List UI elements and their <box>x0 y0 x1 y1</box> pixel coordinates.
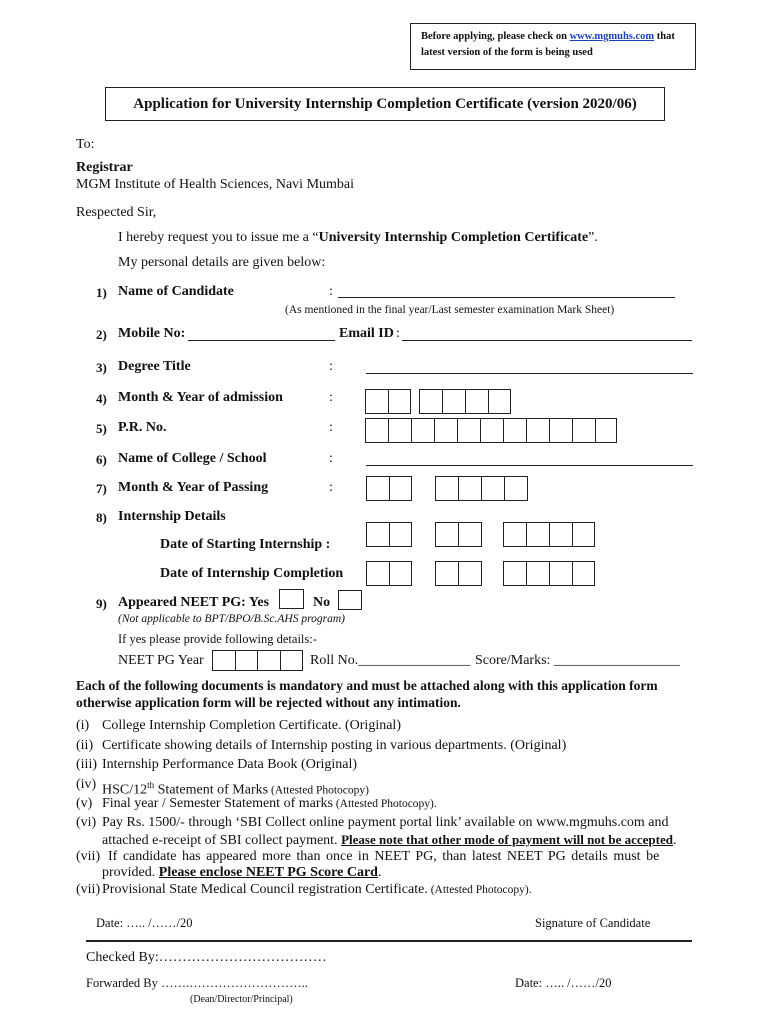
item-number: 6) <box>96 452 107 467</box>
website-link[interactable]: www.mgmuhs.com <box>569 31 655 42</box>
doc-number: (iv) <box>76 777 97 792</box>
colon: : <box>329 284 333 299</box>
name-field[interactable] <box>338 280 675 298</box>
score-field[interactable]: Score/Marks: __________________ <box>475 653 680 668</box>
date-forwarded: Date: ….. /……/20 <box>515 976 612 990</box>
score-card-note: Please enclose NEET PG Score Card <box>158 865 378 880</box>
checked-by: Checked By:……………………………… <box>86 950 327 965</box>
colon: : <box>329 480 333 495</box>
doc-text: provided. <box>102 865 159 880</box>
item-number: 1) <box>96 285 107 300</box>
notice-text: Before applying, please check on <box>421 31 567 42</box>
colon: : <box>329 359 333 374</box>
footer-divider <box>86 940 692 942</box>
passing-label: Month & Year of Passing <box>118 480 269 495</box>
designation: (Dean/Director/Principal) <box>190 994 293 1005</box>
name-note: (As mentioned in the final year/Last semester examination Mark Sheet) <box>285 304 615 316</box>
start-day-boxes[interactable] <box>366 522 412 547</box>
colon: : <box>329 451 333 466</box>
forwarded-by: Forwarded By …….……………………….. <box>86 976 308 990</box>
colon: : <box>329 390 333 405</box>
college-label: Name of College / School <box>118 451 267 466</box>
end-month-boxes[interactable] <box>435 561 482 586</box>
signature-label: Signature of Candidate <box>535 916 651 930</box>
doc-number: (i) <box>76 718 90 733</box>
neet-if-yes: If yes please provide following details:- <box>118 632 317 646</box>
notice-suffix: that <box>656 31 675 42</box>
version-notice <box>410 23 696 70</box>
item-number: 5) <box>96 421 107 436</box>
admission-year-boxes[interactable] <box>419 389 511 414</box>
doc-note: (Attested Photocopy). <box>332 798 437 810</box>
email-field[interactable] <box>402 325 692 341</box>
doc-item: Certificate showing details of Internship posting in various departments. (Original) <box>102 738 567 753</box>
doc-number: (iii) <box>76 757 97 772</box>
college-field[interactable] <box>366 450 693 466</box>
doc-number: (vi) <box>76 815 97 830</box>
request-text <box>118 229 598 247</box>
item-number: 8) <box>96 510 107 525</box>
doc-item <box>102 881 532 899</box>
degree-label: Degree Title <box>118 359 191 374</box>
doc-item: Internship Performance Data Book (Original) <box>102 757 358 772</box>
doc-note: (Attested Photocopy). <box>427 884 532 896</box>
neet-year-label: NEET PG Year <box>118 653 204 668</box>
name-label: Name of Candidate <box>118 284 234 299</box>
end-day-boxes[interactable] <box>366 561 412 586</box>
end-date-label: Date of Internship Completion <box>160 566 344 581</box>
neet-no-label: No <box>313 595 331 610</box>
admission-month-boxes[interactable] <box>365 389 411 414</box>
doc-text: . <box>673 833 677 848</box>
neet-year-boxes[interactable] <box>212 650 303 671</box>
payment-warning: Please note that other mode of payment will not be accepted <box>341 832 673 847</box>
pr-number-boxes[interactable] <box>365 418 617 443</box>
doc-number: (v) <box>76 796 93 811</box>
doc-item <box>102 795 437 813</box>
doc-number: (ii) <box>76 738 94 753</box>
degree-field[interactable] <box>366 358 693 374</box>
doc-text: Final year / Semester Statement of marks <box>102 796 333 811</box>
item-number: 9) <box>96 596 107 611</box>
internship-label: Internship Details <box>118 509 226 524</box>
item-number: 4) <box>96 391 107 406</box>
colon: : <box>329 420 333 435</box>
neet-no-checkbox[interactable] <box>338 590 362 610</box>
doc-text: Statement of Marks <box>154 782 269 798</box>
start-year-boxes[interactable] <box>503 522 595 547</box>
colon: : <box>396 326 400 341</box>
certificate-name: University Internship Completion Certificate <box>318 230 589 245</box>
admission-label: Month & Year of admission <box>118 390 283 405</box>
doc-number: (vii) <box>76 849 101 864</box>
doc-item: College Internship Completion Certificate. (Original) <box>102 718 401 733</box>
item-number: 7) <box>96 481 107 496</box>
item-number: 2) <box>96 327 107 342</box>
roll-no-field[interactable]: Roll No.________________ <box>310 653 471 668</box>
doc-text: Provisional State Medical Council registration Certificate. <box>102 882 428 897</box>
mandatory-line2: otherwise application form will be rejected without any intimation. <box>76 695 461 710</box>
notice-line2: latest version of the form is being used <box>421 47 593 58</box>
passing-month-boxes[interactable] <box>366 476 412 501</box>
recipient: Registrar <box>76 160 133 175</box>
doc-number: (vii) <box>76 882 101 897</box>
details-intro: My personal details are given below: <box>118 255 326 270</box>
request-suffix: ”. <box>588 230 598 245</box>
mobile-label: Mobile No: <box>118 326 186 341</box>
to-label: To: <box>76 137 95 152</box>
neet-label: Appeared NEET PG: Yes <box>118 595 270 610</box>
doc-item: Pay Rs. 1500/- through ‘SBI Collect online payment portal link’ available on www.mgmuhs.com and <box>102 815 669 830</box>
doc-item <box>102 864 381 882</box>
end-year-boxes[interactable] <box>503 561 595 586</box>
request-prefix: I hereby request you to issue me a “ <box>118 230 319 245</box>
start-month-boxes[interactable] <box>435 522 482 547</box>
neet-note: (Not applicable to BPT/BPO/B.Sc.AHS program) <box>118 613 345 625</box>
doc-item: If candidate has appeared more than once in NEET PG, than latest NEET PG details must be <box>108 849 660 864</box>
institute-name: MGM Institute of Health Sciences, Navi Mumbai <box>76 177 355 192</box>
date-candidate: Date: ….. /……/20 <box>96 916 193 930</box>
doc-text: . <box>377 865 382 880</box>
form-title: Application for University Internship Completion Certificate (version 2020/06) <box>105 87 665 121</box>
item-number: 3) <box>96 360 107 375</box>
mandatory-line1: Each of the following documents is mandatory and must be attached along with this application form <box>76 678 658 693</box>
email-label: Email ID <box>339 326 394 341</box>
start-date-label: Date of Starting Internship : <box>160 537 331 552</box>
doc-text: HSC/12 <box>102 782 148 798</box>
doc-note: (Attested Photocopy) <box>268 784 369 797</box>
neet-yes-checkbox[interactable] <box>279 589 304 609</box>
salutation: Respected Sir, <box>76 205 157 220</box>
doc-text: attached e-receipt of SBI collect payment. <box>102 833 342 848</box>
pr-label: P.R. No. <box>118 420 167 435</box>
mobile-field[interactable] <box>188 325 335 341</box>
superscript: th <box>147 780 155 790</box>
passing-year-boxes[interactable] <box>435 476 528 501</box>
